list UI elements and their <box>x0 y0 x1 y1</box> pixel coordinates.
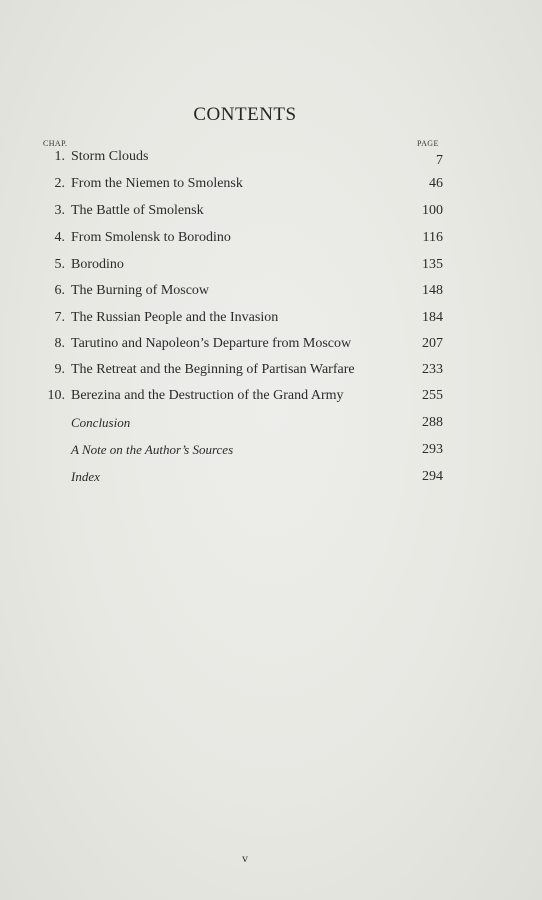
page-number: 293 <box>422 442 443 457</box>
chapter-column-header: CHAP. <box>43 139 68 148</box>
page-folio: v <box>242 851 248 865</box>
toc-entry <box>0 278 542 304</box>
chapter-number: 7. <box>54 310 65 325</box>
chapter-title: From the Niemen to Smolensk <box>71 176 243 191</box>
toc-entry <box>0 171 542 197</box>
chapter-title: The Russian People and the Invasion <box>71 310 279 325</box>
chapter-title: Tarutino and Napoleon’s Departure from Moscow <box>71 336 352 351</box>
chapter-number: 8. <box>54 336 65 351</box>
page-number: 135 <box>422 257 443 272</box>
page-number: 288 <box>422 415 443 430</box>
chapter-number: 3. <box>54 203 65 218</box>
section-title: Index <box>71 469 100 484</box>
chapter-number: 1. <box>54 149 65 164</box>
toc-entry <box>0 410 542 436</box>
chapter-title: The Battle of Smolensk <box>71 203 204 218</box>
chapter-number: 6. <box>54 283 65 298</box>
chapter-number: 9. <box>54 362 65 377</box>
page-number: 116 <box>422 230 443 245</box>
contents-heading: CONTENTS <box>193 104 297 125</box>
toc-entry <box>0 357 542 383</box>
page-number: 184 <box>422 310 443 325</box>
chapter-title: Storm Clouds <box>71 149 149 164</box>
chapter-number: 10. <box>47 388 65 403</box>
chapter-number: 4. <box>54 230 65 245</box>
page-number: 255 <box>422 388 443 403</box>
page-number: 233 <box>422 362 443 377</box>
section-title: A Note on the Author’s Sources <box>71 442 234 457</box>
toc-entry <box>0 144 542 170</box>
chapter-title: Berezina and the Destruction of the Grand Army <box>71 388 344 403</box>
page-number: 148 <box>422 283 443 298</box>
toc-entry <box>0 464 542 490</box>
chapter-title: From Smolensk to Borodino <box>71 230 231 245</box>
toc-entry <box>0 305 542 331</box>
page-number: 100 <box>422 203 443 218</box>
toc-entry <box>0 437 542 463</box>
page-column-header: PAGE <box>417 139 439 148</box>
chapter-title: The Burning of Moscow <box>71 283 210 298</box>
page-number: 207 <box>422 336 443 351</box>
chapter-number: 5. <box>54 257 65 272</box>
page-number: 294 <box>422 469 443 484</box>
toc-entry <box>0 252 542 278</box>
toc-entry <box>0 331 542 357</box>
toc-entry <box>0 383 542 409</box>
page-number: 46 <box>429 176 443 191</box>
chapter-title: Borodino <box>71 257 124 272</box>
toc-entry <box>0 198 542 224</box>
chapter-number: 2. <box>54 176 65 191</box>
toc-entry <box>0 225 542 251</box>
chapter-title: The Retreat and the Beginning of Partisan Warfare <box>71 362 355 377</box>
section-title: Conclusion <box>71 415 131 430</box>
page-number: 7 <box>436 153 443 168</box>
